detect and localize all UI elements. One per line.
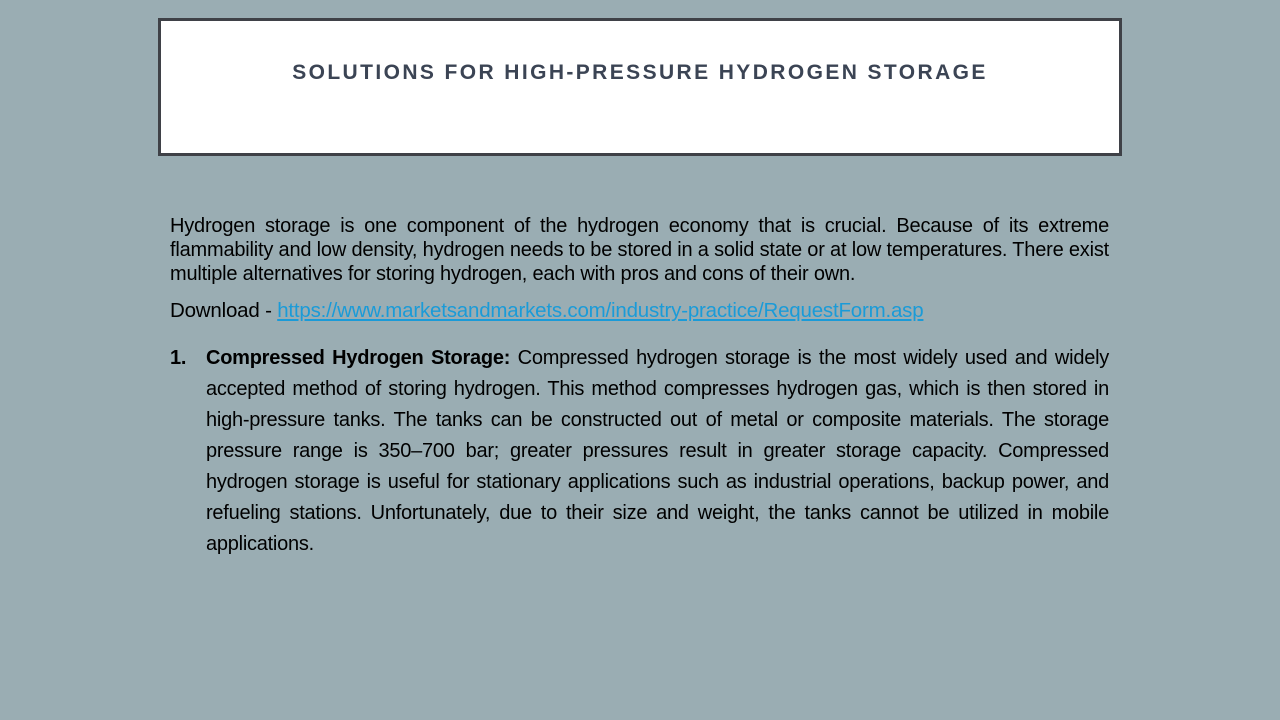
download-link[interactable]: https://www.marketsandmarkets.com/industry-practice/RequestForm.asp (277, 299, 924, 322)
slide-content (170, 214, 1109, 560)
list-item (170, 343, 1109, 560)
list-item-text: Compressed hydrogen storage is the most widely used and widely accepted method of storing hydrogen. This method compresses hydrogen gas, which is then stored in high-pressure tanks. The tanks can be constructed out of metal or composite materials. The storage pressure range is 350–700 bar; greater pressures result in greater storage capacity. Compressed hydrogen storage is useful for stationary applications such as industrial operations, backup power, and refueling stations. Unfortunately, due to their size and weight, the tanks cannot be utilized in mobile applications. (206, 347, 1110, 555)
slide-title: SOLUTIONS FOR HIGH-PRESSURE HYDROGEN STORAGE (292, 61, 988, 84)
download-label: Download - (170, 299, 278, 322)
title-box (158, 18, 1122, 156)
list-item-term: Compressed Hydrogen Storage: (206, 347, 511, 369)
intro-paragraph: Hydrogen storage is one component of the hydrogen economy that is crucial. Because of its extreme flammability and low density, hydrogen needs to be stored in a solid state or at low temperatures. There exist multiple alternatives for storing hydrogen, each with pros and cons of their own. (170, 215, 1109, 285)
storage-methods-list (170, 343, 1109, 560)
download-line (170, 299, 1109, 323)
list-item-number: 1. (170, 347, 187, 369)
